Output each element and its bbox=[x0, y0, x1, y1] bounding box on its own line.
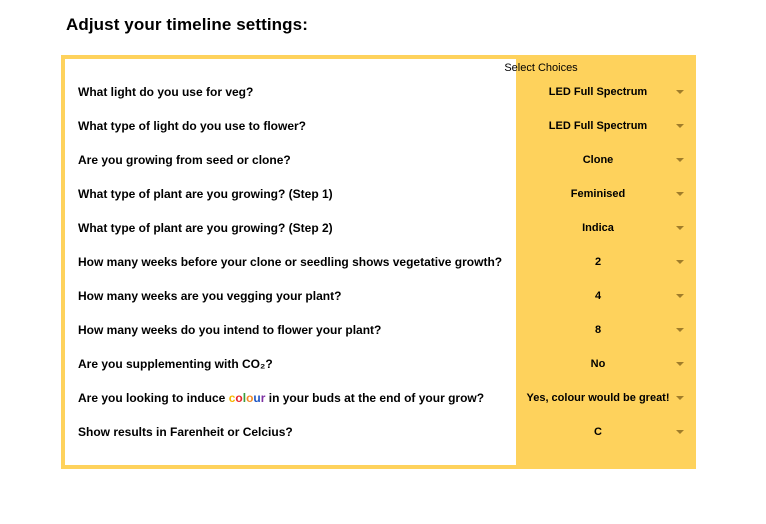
seed-or-clone-select[interactable] bbox=[522, 152, 690, 168]
colour-letter: u bbox=[253, 391, 261, 405]
question-label: Are you growing from seed or clone? bbox=[78, 153, 291, 167]
select-value: LED Full Spectrum bbox=[548, 120, 648, 132]
chevron-down-icon bbox=[676, 362, 684, 366]
question-text-end: in your buds at the end of your grow? bbox=[265, 391, 485, 405]
chevron-down-icon bbox=[676, 124, 684, 128]
select-value: No bbox=[590, 358, 606, 370]
chevron-down-icon bbox=[676, 328, 684, 332]
weeks-flowering-select[interactable] bbox=[522, 322, 690, 338]
question-label: What type of plant are you growing? (Step 2) bbox=[78, 221, 333, 235]
select-value: C bbox=[594, 426, 602, 438]
setting-row-temperature-unit bbox=[61, 415, 696, 449]
setting-row-co2 bbox=[61, 347, 696, 381]
select-value: LED Full Spectrum bbox=[548, 86, 648, 98]
page-title: Adjust your timeline settings: bbox=[66, 15, 308, 34]
select-value: 4 bbox=[594, 290, 602, 302]
chevron-down-icon bbox=[676, 260, 684, 264]
question-label: Show results in Farenheit or Celcius? bbox=[78, 425, 293, 439]
plant-type-step1-select[interactable] bbox=[522, 186, 690, 202]
question-label bbox=[78, 381, 484, 415]
setting-row-colour bbox=[61, 381, 696, 415]
chevron-down-icon bbox=[676, 430, 684, 434]
question-label: What type of light do you use to flower? bbox=[78, 119, 306, 133]
setting-row-plant-type-step1 bbox=[61, 177, 696, 211]
question-label: How many weeks before your clone or seedling shows vegetative growth? bbox=[78, 255, 503, 269]
chevron-down-icon bbox=[676, 158, 684, 162]
question-label: How many weeks are you vegging your plant? bbox=[78, 289, 342, 303]
weeks-vegging-select[interactable] bbox=[522, 288, 690, 304]
colour-select[interactable] bbox=[522, 390, 690, 406]
colour-letter: o bbox=[246, 391, 254, 405]
setting-row-weeks-vegging bbox=[61, 279, 696, 313]
setting-row-seed-or-clone bbox=[61, 143, 696, 177]
chevron-down-icon bbox=[676, 396, 684, 400]
colour-letter: o bbox=[235, 391, 243, 405]
setting-row-veg-light bbox=[61, 75, 696, 109]
setting-row-flower-light bbox=[61, 109, 696, 143]
question-text-start: Are you looking to induce bbox=[78, 391, 229, 405]
co2-select[interactable] bbox=[522, 356, 690, 372]
select-value: 8 bbox=[594, 324, 602, 336]
select-value: Indica bbox=[582, 222, 614, 234]
select-value: 2 bbox=[594, 256, 602, 268]
select-value: Clone bbox=[582, 154, 614, 166]
setting-row-plant-type-step2 bbox=[61, 211, 696, 245]
question-label: What light do you use for veg? bbox=[78, 85, 254, 99]
chevron-down-icon bbox=[676, 90, 684, 94]
weeks-to-veg-growth-select[interactable] bbox=[522, 254, 690, 270]
plant-type-step2-select[interactable] bbox=[522, 220, 690, 236]
colour-letter: r bbox=[260, 391, 266, 405]
colour-letter: c bbox=[228, 391, 236, 405]
flower-light-select[interactable] bbox=[522, 118, 690, 134]
question-label: How many weeks do you intend to flower your plant? bbox=[78, 323, 382, 337]
question-label: What type of plant are you growing? (Step 1) bbox=[78, 187, 333, 201]
setting-row-weeks-flowering bbox=[61, 313, 696, 347]
question-label: Are you supplementing with CO₂? bbox=[78, 357, 273, 371]
colour-rainbow-word bbox=[229, 391, 266, 405]
chevron-down-icon bbox=[676, 226, 684, 230]
select-value: Yes, colour would be great! bbox=[526, 392, 670, 404]
select-value: Feminised bbox=[570, 188, 626, 200]
setting-row-weeks-to-veg-growth bbox=[61, 245, 696, 279]
veg-light-select[interactable] bbox=[522, 84, 690, 100]
colour-letter: l bbox=[242, 391, 247, 405]
temperature-unit-select[interactable] bbox=[522, 424, 690, 440]
select-choices-header: Select Choices bbox=[504, 62, 578, 74]
chevron-down-icon bbox=[676, 294, 684, 298]
chevron-down-icon bbox=[676, 192, 684, 196]
